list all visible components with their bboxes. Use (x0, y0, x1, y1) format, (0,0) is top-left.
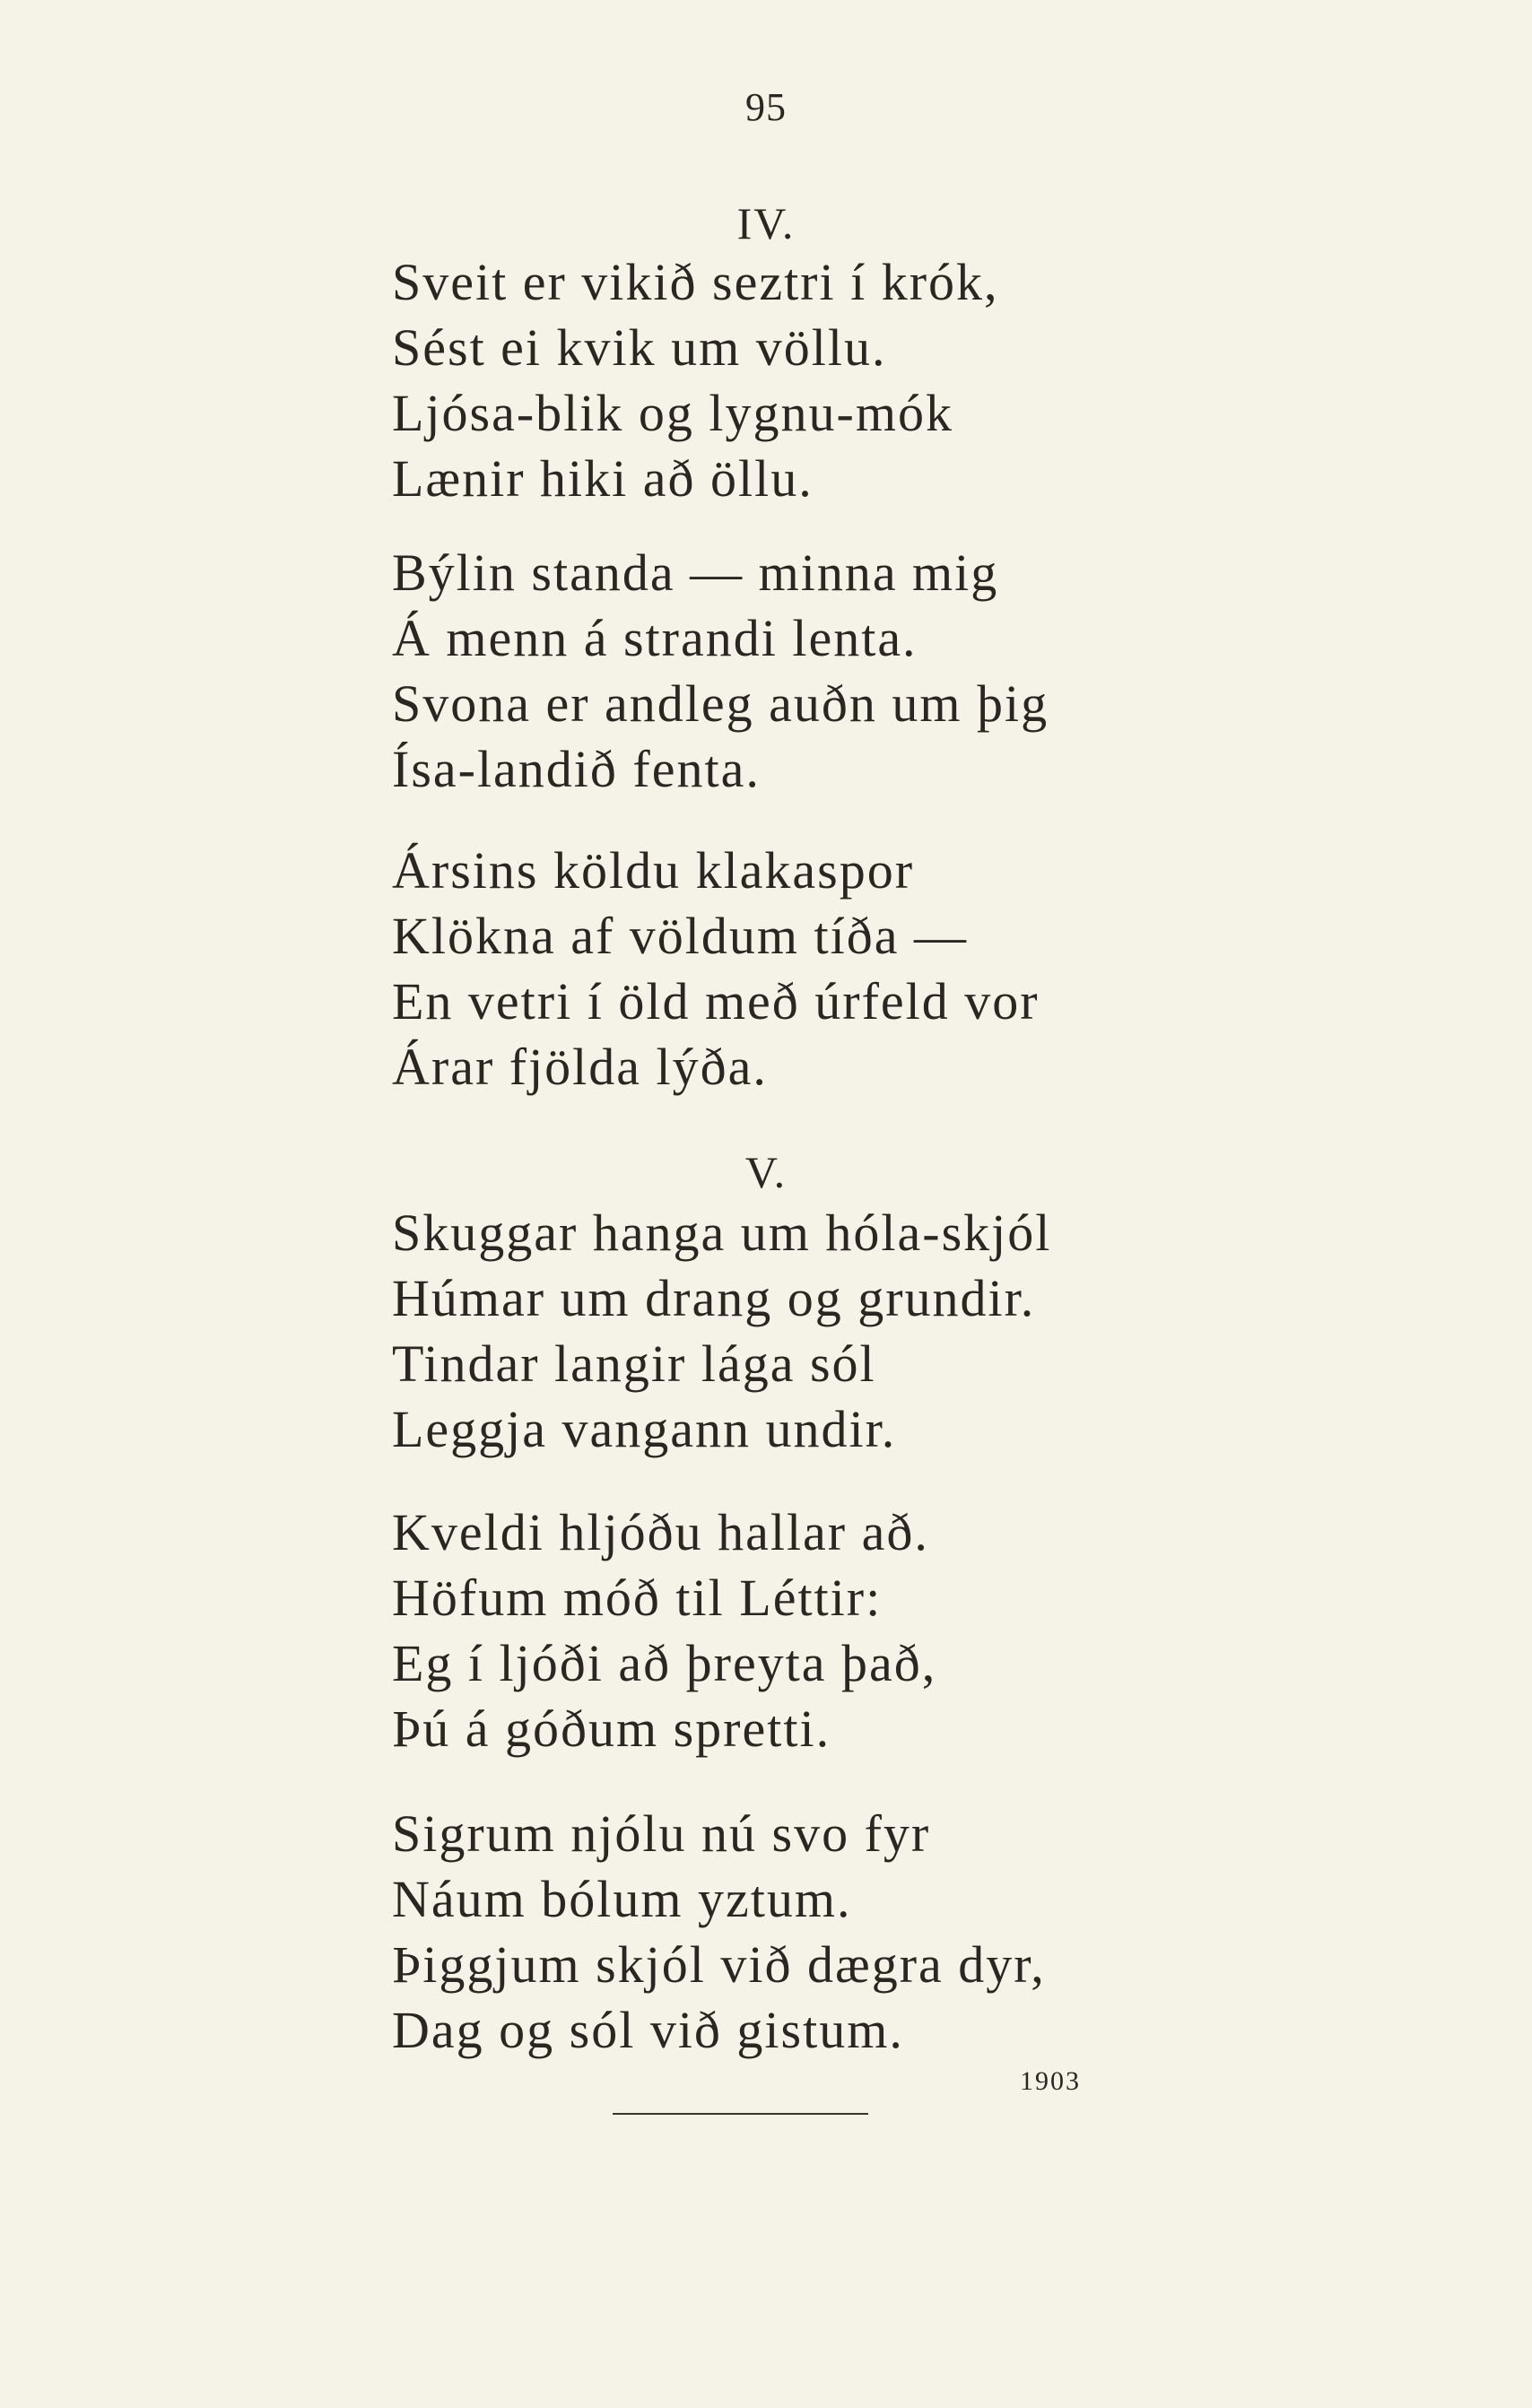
verse-line: Býlin standa — minna mig (392, 543, 999, 602)
stanza (392, 1200, 1051, 1462)
verse-line: Svona er andleg auðn um þig (392, 674, 1049, 733)
verse-line: Þú á góðum spretti. (392, 1700, 831, 1758)
stanza (392, 249, 999, 511)
end-rule (613, 2113, 868, 2115)
stanza (392, 540, 1049, 802)
verse-line: Húmar um drang og grundir. (392, 1269, 1036, 1327)
verse-line: Kveldi hljóðu hallar að. (392, 1503, 929, 1561)
verse-line: Árar fjölda lýða. (392, 1038, 768, 1096)
verse-line: Ljósa-blik og lygnu-mók (392, 384, 953, 442)
verse-line: Leggja vangann undir. (392, 1400, 897, 1458)
stanza (392, 1801, 1046, 2063)
verse-line: Ársins köldu klakaspor (392, 841, 915, 900)
verse-line: Sést ei kvik um völlu. (392, 318, 887, 377)
page-number: 95 (745, 85, 787, 129)
verse-line: Sveit er vikið seztri í krók, (392, 253, 999, 311)
verse-line: Sigrum njólu nú svo fyr (392, 1804, 931, 1863)
verse-line: Eg í ljóði að þreyta það, (392, 1634, 937, 1692)
verse-line: Lænir hiki að öllu. (392, 449, 814, 508)
verse-line: En vetri í öld með úrfeld vor (392, 972, 1040, 1030)
verse-line: Ísa-landið fenta. (392, 740, 761, 798)
stanza (392, 838, 1040, 1100)
verse-line: Þiggjum skjól við dægra dyr, (392, 1935, 1046, 1994)
year: 1903 (1020, 2066, 1081, 2096)
verse-line: Náum bólum yztum. (392, 1870, 852, 1928)
verse-line: Dag og sól við gistum. (392, 2001, 904, 2059)
verse-line: Klökna af völdum tíða — (392, 907, 969, 965)
section-title-iv: IV. (736, 198, 796, 248)
verse-line: Tindar langir lága sól (392, 1334, 876, 1393)
verse-line: Á menn á strandi lenta. (392, 609, 918, 667)
stanza (392, 1500, 936, 1761)
section-title-v: V. (744, 1147, 788, 1197)
verse-line: Höfum móð til Léttir: (392, 1569, 883, 1627)
verse-line: Skuggar hanga um hóla-skjól (392, 1204, 1052, 1262)
